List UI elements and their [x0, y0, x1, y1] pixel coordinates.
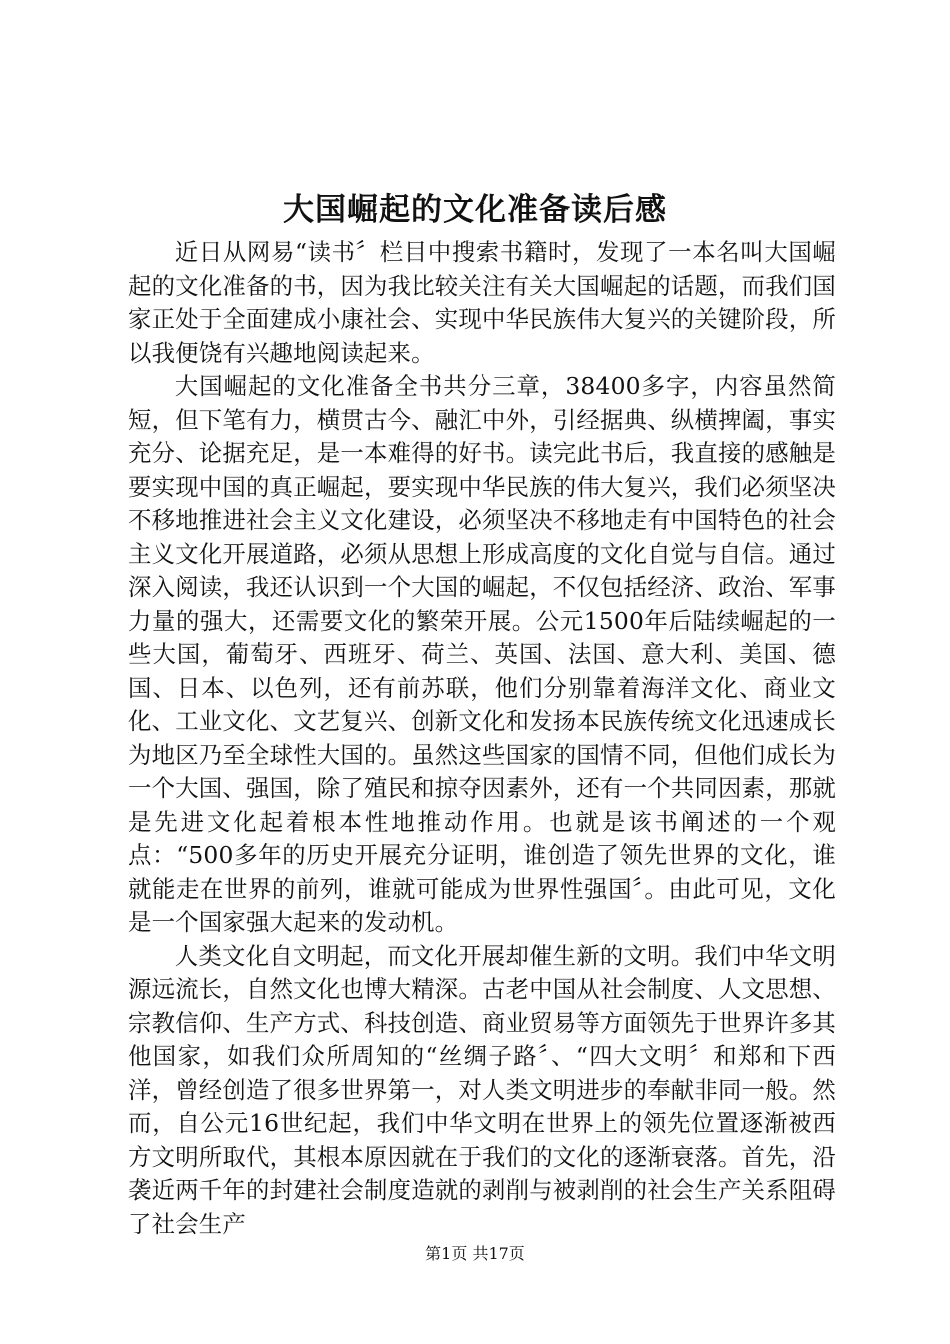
paragraph: 大国崛起的文化准备全书共分三章，38400多字，内容虽然简短，但下笔有力，横贯古今、融汇中外，引经据典、纵横捭阖，事实充分、论据充足，是一本难得的好书。读完此书后，我直接的感触是要实现中国的真正崛起，要实现中华民族的伟大复兴，我们必须坚决不移地推进社会主义文化建设，必须坚决不移地走有中国特色的社会主义文化开展道路，必须从思想上形成高度的文化自觉与自信。通过深入阅读，我还认识到一个大国的崛起，不仅包括经济、政治、军事力量的强大，还需要文化的繁荣开展。公元1500年后陆续崛起的一些大国，葡萄牙、西班牙、荷兰、英国、法国、意大利、美国、德国、日本、以色列，还有前苏联，他们分别靠着海洋文化、商业文化、工业文化、文艺复兴、创新文化和发扬本民族传统文化迅速成长为地区乃至全球性大国的。虽然这些国家的国情不同，但他们成长为一个大国、强国，除了殖民和掠夺因素外，还有一个共同因素，那就是先进文化起着根本性地推动作用。也就是该书阐述的一个观点：“500多年的历史开展充分证明，谁创造了领先世界的文化，谁就能走在世界的前列，谁就可能成为世界性强国〞。由此可见，文化是一个国家强大起来的发动机。	[128, 372, 836, 936]
page-number-footer: 第1页 共17页	[425, 1244, 525, 1263]
document-body	[128, 236, 836, 1241]
paragraph: 人类文化自文明起，而文化开展却催生新的文明。我们中华文明源远流长，自然文化也博大精深。古老中国从社会制度、人文思想、宗教信仰、生产方式、科技创造、商业贸易等方面领先于世界许多其他国家，如我们众所周知的“丝绸子路〞、“四大文明〞和郑和下西洋，曾经创造了很多世界第一，对人类文明进步的奉献非同一般。然而，自公元16世纪起，我们中华文明在世界上的领先位置逐渐被西方文明所取代，其根本原因就在于我们的文化的逐渐衰落。首先，沿袭近两千年的封建社会制度造就的剥削与被剥削的社会生产关系阻碍了社会生产	[128, 941, 836, 1238]
paragraph: 近日从网易“读书〞栏目中搜索书籍时，发现了一本名叫大国崛起的文化准备的书，因为我比较关注有关大国崛起的话题，而我们国家正处于全面建成小康社会、实现中华民族伟大复兴的关键阶段，所以我便饶有兴趣地阅读起来。	[128, 238, 836, 367]
document-title: 大国崛起的文化准备读后感	[283, 192, 667, 228]
